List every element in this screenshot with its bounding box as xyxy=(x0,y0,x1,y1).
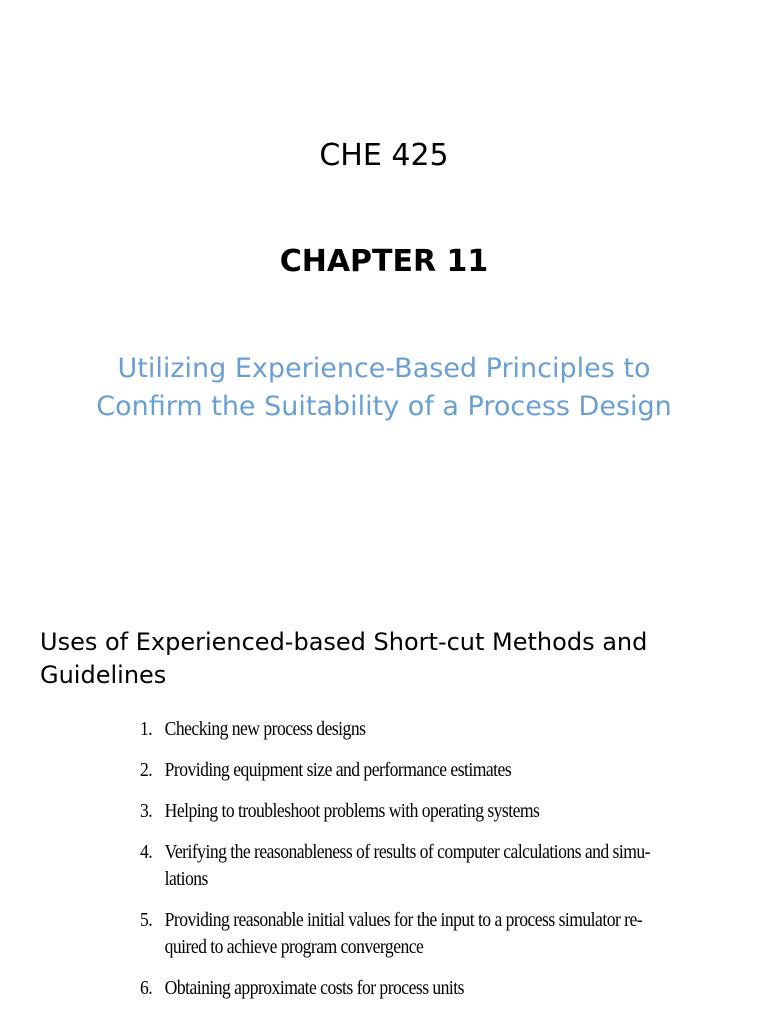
section-heading-line-1: Uses of Experienced-based Short-cut Methods and xyxy=(40,628,648,656)
list-item-text-line-1: Providing reasonable initial values for the input to a process simulator re- xyxy=(164,909,643,931)
chapter-subtitle xyxy=(80,350,688,426)
list-item-text xyxy=(165,907,651,961)
list-item-number: 6. xyxy=(140,977,153,999)
section-heading-line-2: Guidelines xyxy=(40,661,167,689)
list-item-text: Providing equipment size and performance estimates xyxy=(164,759,512,781)
list-item-text: Obtaining approximate costs for process units xyxy=(164,977,464,999)
section-heading xyxy=(40,626,720,692)
subtitle-line-1: Utilizing Experience-Based Principles to xyxy=(117,353,651,384)
list-item xyxy=(140,716,650,743)
course-code: CHE 425 xyxy=(319,138,449,173)
list-item-text-line-2: lations xyxy=(164,868,208,890)
list-item-text-line-2: quired to achieve program convergence xyxy=(164,936,424,958)
list-item-text: Helping to troubleshoot problems with operating systems xyxy=(164,800,540,822)
list-item-text-line-1: Verifying the reasonableness of results of computer calculations and simu- xyxy=(164,841,651,863)
list-item-text: Checking new process designs xyxy=(164,718,366,740)
list-item xyxy=(140,975,650,1002)
chapter-title: CHAPTER 11 xyxy=(279,244,489,279)
subtitle-line-2: Confirm the Suitability of a Process Design xyxy=(96,391,672,422)
uses-list xyxy=(140,716,650,1016)
list-item xyxy=(140,798,650,825)
list-item xyxy=(140,839,650,893)
list-item-number: 1. xyxy=(140,718,153,740)
list-item-number: 3. xyxy=(140,800,153,822)
list-item-text xyxy=(165,839,651,893)
list-item xyxy=(140,757,650,784)
list-item xyxy=(140,907,650,961)
list-item-number: 2. xyxy=(140,759,153,781)
list-item-number: 4. xyxy=(140,841,153,863)
list-item-number: 5. xyxy=(140,909,153,931)
